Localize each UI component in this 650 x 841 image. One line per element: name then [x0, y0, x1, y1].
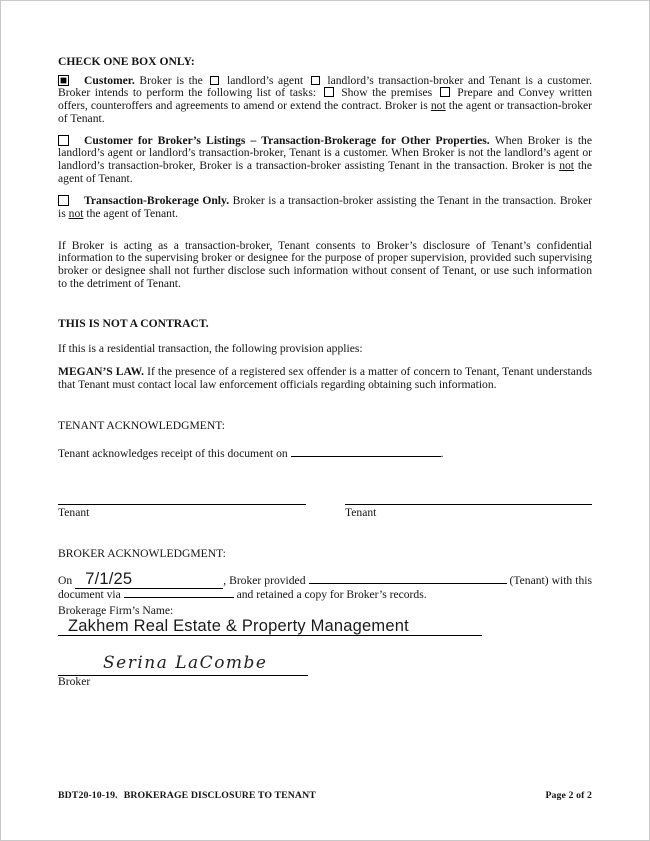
check-one-box-heading: CHECK ONE BOX ONLY: — [58, 55, 195, 68]
not-a-contract-heading: THIS IS NOT A CONTRACT. — [58, 316, 209, 330]
show-premises-checkbox[interactable] — [324, 87, 334, 97]
text-segment: . — [440, 447, 444, 461]
footer-form-title — [58, 790, 322, 803]
landlords-transaction-broker-checkbox[interactable] — [311, 76, 320, 85]
text-segment: and retained a copy for Broker’s records. — [233, 588, 427, 602]
megans-law-paragraph — [58, 366, 592, 391]
text-segment: Show the premises — [336, 86, 437, 100]
megans-law-label: MEGAN’S LAW. — [58, 364, 148, 378]
transaction-broker-consent-paragraph: If Broker is acting as a transaction-broker, Tenant consents to Broker’s disclosure of Tenant’s confidential information to the supervising broker or designee for the purpose of proper supervision, provided such supervising broker or designee shall not further disclose such information without consent of Tenant, or use such information to the detriment of Tenant. — [58, 238, 592, 290]
brokerage-firm-name-field[interactable] — [58, 618, 482, 636]
text-segment: the agent or transaction-broker of Tenant. — [58, 99, 592, 125]
tenant-name-field[interactable] — [309, 583, 507, 584]
landlords-agent-checkbox[interactable] — [210, 76, 219, 85]
text-segment: , Broker provided — [223, 574, 309, 588]
text-segment: (Tenant) with this document via — [58, 574, 592, 602]
receipt-date-field[interactable] — [291, 456, 441, 457]
tenant-signature-row — [58, 491, 592, 520]
text-segment: not — [68, 207, 84, 221]
option-transaction-brokerage-only-paragraph — [58, 195, 592, 220]
text-segment: not — [430, 99, 446, 113]
page-footer — [58, 790, 592, 803]
broker-signature-value: Serina LaCombe — [103, 652, 268, 673]
prepare-convey-checkbox[interactable] — [440, 87, 450, 97]
text-segment: Prepare and Convey written offers, counteroffers and agreements to amend or extend the contract. Broker is — [58, 86, 592, 113]
document-via-field[interactable] — [124, 597, 234, 598]
broker-signature-block — [58, 652, 308, 689]
tenant-signature-line-1[interactable] — [58, 491, 306, 505]
receipt-line — [58, 448, 592, 461]
tenant-signature-block-1 — [58, 491, 306, 520]
broker-date-field[interactable] — [75, 571, 223, 589]
footer-page-number: Page 2 of 2 — [545, 790, 592, 801]
tenant-signature-block-2 — [345, 491, 592, 520]
text-segment: Tenant acknowledges receipt of this document on — [58, 447, 291, 461]
text-segment: not — [559, 158, 575, 172]
brokerage-firm-line — [58, 605, 592, 636]
customer-label: Customer. — [84, 73, 140, 87]
broker-date-field-value: 7/1/25 — [85, 570, 133, 589]
text-segment: When Broker is the landlord’s agent or landlord’s transaction-broker, Tenant is a customer. When Broker is not the landlord’s agent or landlord’s transaction-broker, Broker is a transaction-broker assisting Tenant in the transaction. Broker is — [58, 133, 592, 172]
broker-signature-line[interactable] — [58, 652, 308, 676]
tenant-signature-label-2: Tenant — [345, 505, 377, 519]
text-segment: the agent of Tenant. — [83, 207, 179, 221]
broker-signature-label: Broker — [58, 674, 91, 688]
option-customer-paragraph — [58, 75, 592, 126]
option-customer-broker-listings-paragraph — [58, 135, 592, 186]
text-segment: Broker is a transaction-broker assisting the Tenant in the transaction. Broker is — [58, 194, 593, 221]
transaction-brokerage-only-checkbox[interactable] — [58, 195, 69, 206]
customer-broker-listings-label: Customer for Broker’s Listings – Transaction-Brokerage for Other Properties. — [84, 133, 495, 147]
tenant-acknowledgment-heading: TENANT ACKNOWLEDGMENT: — [58, 419, 225, 433]
transaction-brokerage-only-label: Transaction-Brokerage Only. — [84, 194, 233, 208]
tenant-signature-label-1: Tenant — [58, 505, 90, 519]
tenant-signature-line-2[interactable] — [345, 491, 592, 505]
broker-acknowledgment-heading: BROKER ACKNOWLEDGMENT: — [58, 547, 226, 561]
footer-form-name: BROKERAGE DISCLOSURE TO TENANT — [123, 790, 316, 801]
text-segment: the agent of Tenant. — [58, 158, 592, 185]
text-segment: landlord’s agent — [222, 73, 308, 87]
text-segment: landlord’s transaction-broker and Tenant is a customer. Broker intends to perform the following list of tasks: — [58, 73, 593, 100]
footer-form-code: BDT20-10-19. — [58, 790, 118, 801]
broker-provided-line — [58, 571, 592, 602]
text-segment: If the presence of a registered sex offender is a matter of concern to Tenant, Tenant understands that Tenant must contact local law enforcement officials regarding obtaining such information. — [58, 364, 592, 391]
customer-checkbox[interactable] — [58, 75, 69, 86]
customer-broker-listings-checkbox[interactable] — [58, 135, 69, 146]
text-segment: Brokerage Firm’s Name: — [58, 603, 174, 617]
brokerage-firm-name-field-value: Zakhem Real Estate & Property Management — [68, 616, 409, 635]
residential-provision-line: If this is a residential transaction, the following provision applies: — [58, 342, 363, 356]
text-segment: Broker is the — [139, 73, 208, 87]
text-segment: On — [58, 574, 76, 588]
